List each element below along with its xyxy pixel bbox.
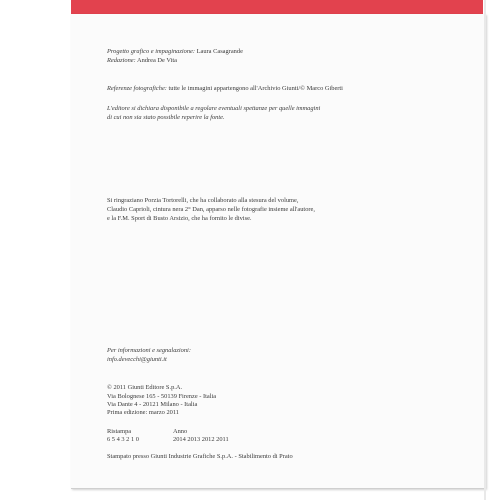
info-email: info.devecchi@giunti.it <box>107 356 167 363</box>
red-page-edge <box>71 0 483 14</box>
info-label: Per informazioni e segnalazioni: <box>107 347 191 354</box>
anno-label: Anno <box>173 428 188 435</box>
credit-foto-value: tutte le immagini appartengono all'Archivio Giunti/© Marco Giberti <box>168 85 343 92</box>
thanks-line-2: Claudio Caprioli, cintura nera 2° Dan, apparso nelle fotografie insieme all'autore, <box>107 206 315 213</box>
print-table-values <box>107 436 229 444</box>
address-firenze: Via Bolognese 165 - 50139 Firenze - Italia <box>107 393 217 400</box>
thanks-line-3: e la F.M. Sport di Busto Arsizio, che ha fornito le divise. <box>107 215 252 222</box>
disclaimer-line-1: L'editore si dichiara disponibile a regolare eventuali spettanze per quelle immagini <box>107 105 321 112</box>
disclaimer-line-2: di cui non sia stato possibile reperire la fonte. <box>107 114 225 121</box>
print-table-header <box>107 428 187 436</box>
copyright-line: © 2011 Giunti Editore S.p.A. <box>107 384 183 391</box>
credit-grafica <box>107 48 243 56</box>
ristampa-label: Ristampa <box>107 428 132 435</box>
page-edge-shadow <box>484 0 486 500</box>
credit-grafica-label: Progetto grafico e impaginazione: <box>107 48 195 55</box>
credit-foto-label: Referenze fotografiche: <box>107 85 167 92</box>
credit-redazione-value: Andrea De Vita <box>137 57 177 64</box>
credit-grafica-value: Laura Casagrande <box>196 48 243 55</box>
printer-line: Stampato presso Giunti Industrie Grafiche S.p.A. - Stabilimento di Prato <box>107 453 293 460</box>
first-edition: Prima edizione: marzo 2011 <box>107 409 179 416</box>
thanks-line-1: Si ringraziano Porzia Tortorelli, che ha collaborato alla stesura del volume, <box>107 197 299 204</box>
ristampa-values: 6 5 4 3 2 1 0 <box>107 436 139 443</box>
credit-redazione <box>107 57 177 65</box>
credit-redazione-label: Redazione: <box>107 57 136 64</box>
anno-values: 2014 2013 2012 2011 <box>173 436 229 443</box>
credit-foto <box>107 85 343 93</box>
address-milano: Via Dante 4 - 20121 Milano - Italia <box>107 401 198 408</box>
